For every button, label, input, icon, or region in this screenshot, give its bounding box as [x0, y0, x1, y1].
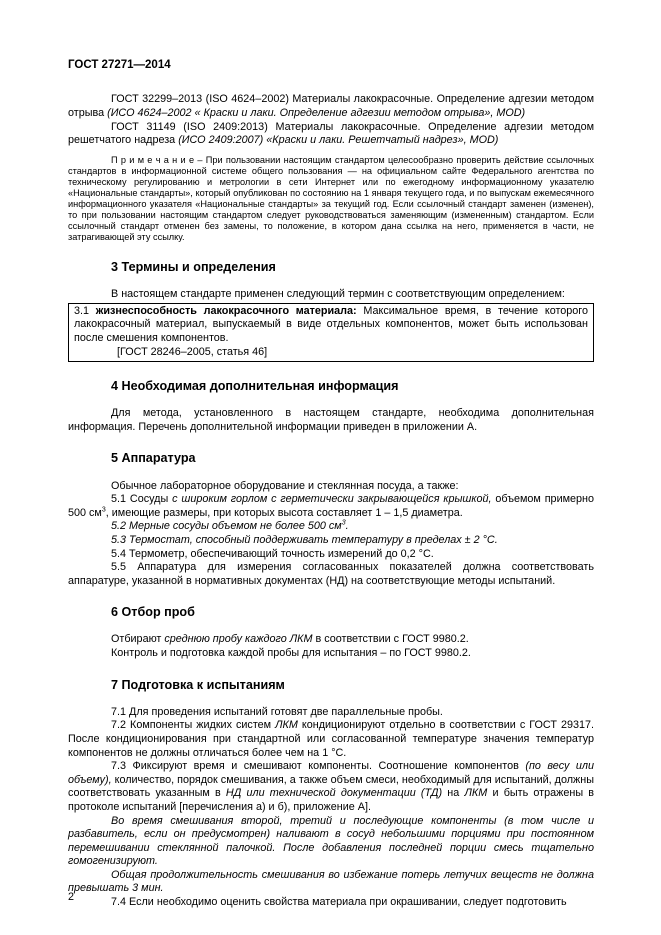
- text-segment: 7.4 Если необходимо оценить свойства материала при окрашивании, следует подготовить: [111, 896, 567, 909]
- text-segment: 3.1: [74, 304, 96, 317]
- text-segment: в соответствии с ГОСТ 9980.2.: [312, 633, 469, 646]
- text-segment: на: [442, 787, 465, 800]
- body-paragraph: [68, 760, 594, 814]
- text-segment: объемом примерно 500 см: [68, 493, 594, 519]
- text-segment: 7.1 Для проведения испытаний готовят две параллельные пробы.: [111, 705, 443, 718]
- text-segment: (по весу или объему),: [68, 760, 594, 786]
- text-segment: ГОСТ 31149 (ISO 2409:2013) Материалы лакокрасочные. Определение адгезии методом решетчатого надреза: [68, 120, 594, 147]
- page-number: 2: [68, 891, 75, 904]
- body-paragraph: [68, 561, 594, 588]
- body-paragraph: [68, 534, 594, 548]
- body-paragraph: [68, 633, 594, 647]
- text-segment: [ГОСТ 28246–2005, статья 46]: [117, 345, 268, 358]
- text-segment: 5.2 Мерные сосуды объемом не более 500 см: [111, 520, 342, 533]
- text-segment: 3: [101, 506, 106, 514]
- text-segment: В настоящем стандарте применен следующий термин с соответствующим определением:: [111, 288, 565, 301]
- section-heading: [111, 605, 594, 620]
- document-header: ГОСТ 27271—2014: [68, 59, 171, 71]
- body-paragraph: [68, 869, 594, 896]
- text-segment: Общая продолжительность смешивания во избежание потерь летучих веществ не должна превышать 3 мин.: [68, 868, 594, 895]
- body-paragraph: [68, 815, 594, 869]
- section-heading: [111, 451, 594, 466]
- section-heading: [111, 379, 594, 394]
- body-paragraph: [68, 407, 594, 434]
- text-segment: 5.4 Термометр, обеспечивающий точность измерений до 0,2 °С.: [111, 547, 434, 560]
- body-paragraph: [68, 896, 594, 910]
- body-paragraph: [68, 548, 594, 562]
- text-segment: ГОСТ 32299–2013 (ISO 4624–2002) Материалы лакокрасочные. Определение адгезии методом отрыва: [68, 93, 594, 120]
- text-segment: Во время смешивания второй, третий и последующие компоненты (в том числе и разбавитель, если он предусмотрен) наливают в сосуд небольшими порциями при постоянном перемешивании стеклянной палочкой. После добавления последней порции смесь тщательно гомогенизируют.: [68, 814, 594, 868]
- body-paragraph: [68, 480, 594, 494]
- definition-paragraph: [74, 305, 588, 346]
- body-paragraph: [68, 706, 594, 720]
- text-segment: жизнеспособность лакокрасочного материала:: [95, 304, 357, 317]
- text-segment: , имеющие размеры, при которых высота составляет 1 – 1,5 диаметра.: [105, 506, 463, 519]
- text-segment: с широким горлом с герметически закрывающейся крышкой,: [172, 493, 492, 506]
- text-segment: количество, порядок смешивания, а также объем смеси, необходимый для испытаний, должны соответствовать указанным в: [68, 773, 594, 800]
- body-paragraph: [68, 647, 594, 661]
- body-paragraph: [68, 719, 594, 760]
- text-segment: (ИСО 2409:2007) «Краски и лаки. Решетчатый надрез», MOD): [178, 134, 499, 147]
- text-segment: НД или технической документации (ТД): [225, 787, 443, 800]
- text-segment: Для метода, установленного в настоящем стандарте, необходима дополнительная информация. Перечень дополнительной информации приведен в приложении А.: [68, 407, 594, 433]
- section-heading: [111, 678, 594, 693]
- text-segment: ЛКМ: [275, 719, 298, 732]
- text-segment: 5.3 Термостат, способный поддерживать температуру в пределах ± 2 °С.: [111, 533, 498, 546]
- text-segment: ЛКМ: [464, 787, 488, 800]
- body-paragraph: [68, 121, 594, 148]
- text-segment: среднюю пробу каждого ЛКМ: [164, 633, 313, 646]
- text-segment: 7.3 Фиксируют время и смешивают компоненты. Соотношение компонентов: [111, 760, 526, 773]
- text-segment: 5.5 Аппаратура для измерения согласованных показателей должна соответствовать аппаратуре, указанной в нормативных документах (НД) на соответствующие методы испытаний.: [68, 561, 594, 587]
- section-heading: [111, 260, 594, 275]
- document-body: [68, 93, 594, 909]
- definition-paragraph: [74, 346, 588, 360]
- body-paragraph: [68, 520, 594, 534]
- definition-box: [68, 303, 594, 362]
- text-segment: Максимальное время, в течение которого лакокрасочный материал, выпускаемый в виде отдельных компонентов, может быть использован после смешения компонентов.: [74, 304, 589, 344]
- text-segment: Отбирают: [111, 633, 165, 646]
- text-segment: 7 Подготовка к испытаниям: [111, 677, 285, 692]
- text-segment: 3: [341, 519, 346, 527]
- body-paragraph: [68, 493, 594, 520]
- note-paragraph: [68, 155, 594, 243]
- text-segment: 5 Аппаратура: [111, 451, 196, 466]
- text-segment: кондиционируют отдельно в соответствии с ГОСТ 29317. После кондиционирования при стандартной или согласованной температуре значения температур компонентов не должны отличаться более чем на 1 °С.: [68, 719, 594, 759]
- text-segment: 5.1 Сосуды: [111, 493, 173, 506]
- text-segment: 3 Термины и определения: [111, 260, 276, 275]
- body-paragraph: [68, 288, 594, 302]
- body-paragraph: [68, 93, 594, 120]
- text-segment: 6 Отбор проб: [111, 605, 195, 620]
- text-segment: Контроль и подготовка каждой пробы для испытания – по ГОСТ 9980.2.: [111, 647, 471, 660]
- text-segment: и быть отражены в протоколе испытаний [перечисления а) и б), приложение А].: [68, 787, 595, 813]
- text-segment: (ИСО 4624–2002 « Краски и лаки. Определение адгезии методом отрыва», MOD): [107, 107, 526, 120]
- text-segment: .: [345, 520, 349, 533]
- text-segment: П р и м е ч а н и е – При пользовании настоящим стандартом целесообразно проверить действие ссылочных стандартов в информационной системе общего пользования — на официальном сайте Федерального агентства по техническому регулированию и метрологии в сети Интернет или по ежегодному информационному указателю «Национальные стандарты», который опубликован по состоянию на 1 января текущего года, и по выпускам ежемесячного информационного указателя «Национальные стандарты» за текущий год. Если ссылочный стандарт заменен (изменен), то при пользовании настоящим стандартом следует руководствоваться заменяющим (измененным) стандартом. Если ссылочный стандарт отменен без замены, то положение, в котором дана ссылка на него, применяется в части, не затрагивающей эту ссылку.: [68, 154, 594, 243]
- text-segment: 4 Необходимая дополнительная информация: [111, 379, 399, 394]
- text-segment: 7.2 Компоненты жидких систем: [111, 719, 276, 732]
- text-segment: Обычное лабораторное оборудование и стеклянная посуда, а также:: [111, 479, 459, 492]
